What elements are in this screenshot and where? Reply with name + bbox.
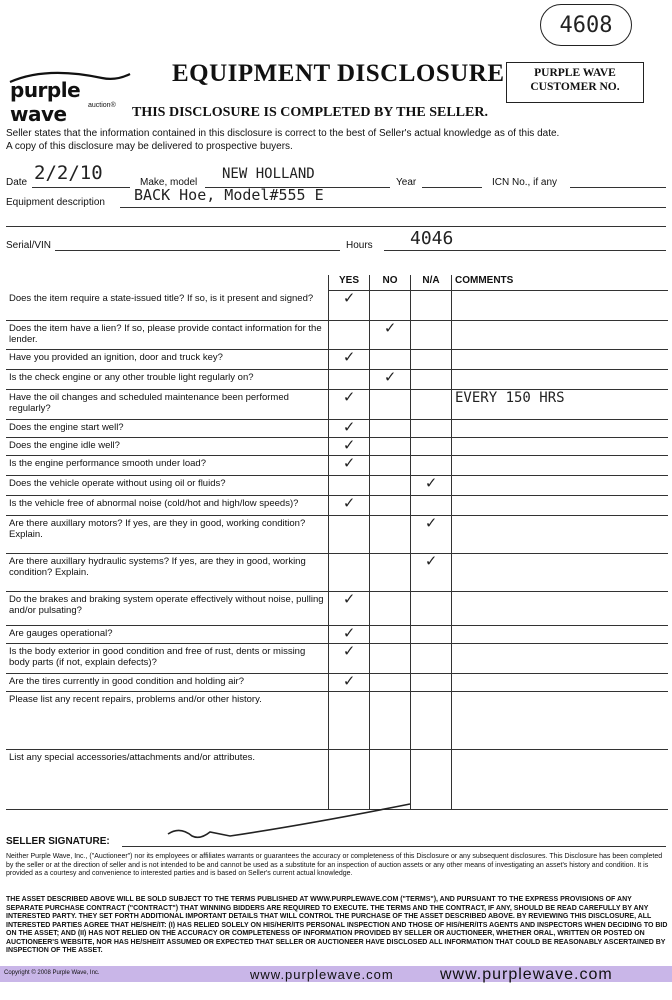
col-yes: YES: [329, 275, 370, 291]
comment-cell[interactable]: [452, 350, 669, 370]
answer-no-cell[interactable]: [370, 592, 411, 626]
answer-no-cell[interactable]: [370, 496, 411, 516]
comment-cell[interactable]: [452, 674, 669, 692]
answer-na-cell[interactable]: [411, 644, 452, 674]
answer-yes-cell[interactable]: [329, 321, 370, 350]
answer-na-cell[interactable]: [411, 291, 452, 321]
customer-box-line2: CUSTOMER NO.: [530, 81, 620, 93]
question-text: Is the engine performance smooth under load?: [6, 456, 329, 476]
question-text: Do the brakes and braking system operate effectively without noise, pulling and/or pulsating?: [6, 592, 329, 626]
answer-na-cell[interactable]: [411, 473, 452, 496]
question-text: Are there auxillary hydraulic systems? If yes, are they in good, working condition? Explain.: [6, 554, 329, 592]
logo-text: purple wave: [10, 78, 81, 126]
customer-number-box: [506, 62, 644, 103]
question-row: [6, 674, 668, 692]
answer-no-cell[interactable]: [370, 367, 411, 390]
question-row: [6, 516, 668, 554]
purple-wave-logo: [6, 70, 134, 126]
check-mark-icon: ✓: [343, 589, 355, 609]
answer-na-cell[interactable]: [411, 390, 452, 420]
answer-na-cell[interactable]: [411, 551, 452, 592]
equipment-description-label: Equipment description: [6, 197, 105, 208]
question-text: Are the tires currently in good condition and holding air?: [6, 674, 329, 692]
make-model-value[interactable]: NEW HOLLAND: [222, 166, 315, 182]
question-text: Please list any recent repairs, problems and/or other history.: [6, 692, 329, 750]
question-text: Are there auxillary motors? If yes, are they in good, working condition? Explain.: [6, 516, 329, 554]
answer-yes-cell[interactable]: [329, 493, 370, 516]
check-mark-icon: ✓: [384, 367, 396, 387]
answer-no-cell[interactable]: [370, 420, 411, 438]
comment-cell[interactable]: [452, 438, 669, 456]
answer-no-cell[interactable]: [370, 318, 411, 350]
question-text: List any special accessories/attachments and/or attributes.: [6, 750, 329, 810]
comment-cell[interactable]: [452, 626, 669, 644]
question-text: Does the engine start well?: [6, 420, 329, 438]
disclaimer-paragraph: Neither Purple Wave, Inc., ("Auctioneer") nor its employees or affiliates warrants or guarantees the accuracy or completeness of this Disclosure or any subsequent disclosures. This Disclosure has been completed by the seller or at the direction of seller and is not intended to be and cannot be used as a substitute for an inspection of auction assets or any other means of investigating an asset's history and condition. It is provided as a courtesy and convenience to interested parties and is based on Seller's current actual knowledge.: [6, 853, 663, 877]
comment-cell[interactable]: [452, 291, 669, 321]
answer-na-cell[interactable]: [411, 321, 452, 350]
equipment-description-value[interactable]: BACK Hoe, Model#555 E: [134, 186, 324, 204]
question-row: [6, 692, 668, 750]
comment-cell[interactable]: EVERY 150 HRS: [452, 390, 669, 420]
col-no: NO: [370, 275, 411, 291]
answer-no-cell[interactable]: [370, 692, 411, 750]
answer-yes-cell[interactable]: [329, 641, 370, 674]
footer-copyright: Copyright © 2008 Purple Wave, Inc.: [4, 970, 100, 976]
answer-na-cell[interactable]: [411, 350, 452, 370]
question-text: Is the vehicle free of abnormal noise (cold/hot and high/low speeds)?: [6, 496, 329, 516]
answer-na-cell[interactable]: [411, 674, 452, 692]
comment-cell[interactable]: [452, 554, 669, 592]
question-row: [6, 554, 668, 592]
question-row: [6, 626, 668, 644]
answer-na-cell[interactable]: [411, 438, 452, 456]
hours-value[interactable]: 4046: [410, 228, 454, 249]
date-value[interactable]: 2/2/10: [34, 162, 103, 184]
question-row: [6, 592, 668, 626]
seller-signature-label: SELLER SIGNATURE:: [6, 836, 110, 847]
answer-no-cell[interactable]: [370, 516, 411, 554]
question-text: Does the engine idle well?: [6, 438, 329, 456]
answer-no-cell[interactable]: [370, 456, 411, 476]
question-row: [6, 438, 668, 456]
serial-vin-label: Serial/VIN: [6, 240, 52, 251]
check-mark-icon: ✓: [384, 318, 396, 338]
comment-cell[interactable]: [452, 420, 669, 438]
answer-yes-cell[interactable]: [329, 589, 370, 626]
question-row: [6, 321, 668, 350]
answer-no-cell[interactable]: [370, 554, 411, 592]
question-text: Have the oil changes and scheduled maintenance been performed regularly?: [6, 390, 329, 420]
check-mark-icon: ✓: [425, 473, 437, 493]
icn-label: ICN No., if any: [492, 177, 558, 188]
answer-no-cell[interactable]: [370, 390, 411, 420]
answer-yes-cell[interactable]: [329, 554, 370, 592]
comment-cell[interactable]: [452, 516, 669, 554]
check-mark-icon: ✓: [343, 493, 355, 513]
question-row: [6, 476, 668, 496]
col-na: N/A: [411, 275, 452, 291]
question-text: Is the check engine or any other trouble light regularly on?: [6, 370, 329, 390]
comment-cell[interactable]: [452, 592, 669, 626]
year-label: Year: [396, 177, 417, 188]
disclosure-questions-table: [6, 275, 668, 810]
comment-cell[interactable]: [452, 321, 669, 350]
hours-label: Hours: [346, 240, 373, 251]
answer-yes-cell[interactable]: [329, 347, 370, 370]
intro-line-1: Seller states that the information contained in this disclosure is correct to the best of Seller's actual knowledge as of this date.: [6, 128, 560, 139]
question-text: Is the body exterior in good condition and free of rust, dents or missing body parts (if not, explain defects)?: [6, 644, 329, 674]
check-mark-icon: ✓: [343, 435, 355, 455]
logo-subtext: auction®: [88, 102, 116, 109]
answer-no-cell[interactable]: [370, 291, 411, 321]
customer-box-line1: PURPLE WAVE: [534, 67, 616, 79]
seller-signature-icon: [160, 800, 420, 850]
question-text: Have you provided an ignition, door and truck key?: [6, 350, 329, 370]
footer-url-center[interactable]: www.purplewave.com: [250, 967, 394, 982]
question-row: [6, 496, 668, 516]
question-row: [6, 390, 668, 420]
answer-yes-cell[interactable]: [329, 692, 370, 750]
question-text: Does the item have a lien? If so, please provide contact information for the lender.: [6, 321, 329, 350]
check-mark-icon: ✓: [343, 453, 355, 473]
answer-na-cell[interactable]: [411, 420, 452, 438]
check-mark-icon: ✓: [425, 513, 437, 533]
answer-na-cell[interactable]: [411, 513, 452, 554]
stamp-number: 4608: [540, 4, 632, 46]
question-row: [6, 420, 668, 438]
question-row: [6, 644, 668, 674]
answer-yes-cell[interactable]: [329, 516, 370, 554]
comment-cell[interactable]: [452, 692, 669, 750]
answer-na-cell[interactable]: [411, 626, 452, 644]
answer-no-cell[interactable]: [370, 644, 411, 674]
comment-cell[interactable]: [452, 644, 669, 674]
answer-na-cell[interactable]: [411, 370, 452, 390]
answer-yes-cell[interactable]: [329, 288, 370, 321]
page-title: EQUIPMENT DISCLOSURE: [172, 60, 505, 87]
answer-no-cell[interactable]: [370, 674, 411, 692]
answer-yes-cell[interactable]: [329, 387, 370, 420]
comment-cell[interactable]: [452, 496, 669, 516]
question-row: [6, 456, 668, 476]
answer-no-cell[interactable]: [370, 476, 411, 496]
check-mark-icon: ✓: [343, 347, 355, 367]
terms-paragraph: THE ASSET DESCRIBED ABOVE WILL BE SOLD SUBJECT TO THE TERMS PUBLISHED AT WWW.PURPLEWAVE.COM ("TERMS"), AND PURSUANT TO THE EXPRESS PROVISIONS OF ANY SEPARATE PURCHASE CONTRACT ("CONTRACT") THAT WINNING BIDDERS ARE REQUIRED TO EXECUTE. THE TERMS AND THE CONTRACT, IF ANY, SHOULD BE READ CAREFULLY BY ANY INTERESTED PARTY. THEY SET FORTH ADDITIONAL IMPORTANT DETAILS THAT WILL CONTROL THE PURCHASE OF THE ASSET DESCRIBED ABOVE. BY REVIEWING THIS DISCLOSURE, ALL INTERESTED PARTIES AGREE THAT HE/SHE/IT: (I) HAS RELIED SOLELY ON HIS/HER/ITS PERSONAL INSPECTION AND THOSE OF HIS/HER/ITS AGENTS AND INSPECTORS WHEN DECIDING TO BID ON THE ASSET; AND (II) HAS NOT RELIED ON THE ACCURACY OR COMPLETENESS OF INFORMATION PROVIDED BY SELLER OR AUCTIONEER, WHETHER ORAL, WRITTEN OR POSTED ON AUCTIONEER'S WEBSITE, NOR HAS HE/SHE/IT ASSUMED OR EXPECTED THAT SELLER OR AUCTIONEER HAVE DISCLOSED ALL INFORMATION THAT COULD BE REASONABLY ASCERTAINED BY INSPECTION OF THE ASSET.: [6, 896, 668, 954]
answer-yes-cell[interactable]: [329, 453, 370, 476]
check-mark-icon: ✓: [425, 551, 437, 571]
make-model-label: Make, model: [140, 177, 198, 188]
question-row: [6, 350, 668, 370]
answer-no-cell[interactable]: [370, 626, 411, 644]
comment-cell[interactable]: [452, 370, 669, 390]
question-text: Are gauges operational?: [6, 626, 329, 644]
question-text: Does the item require a state-issued title? If so, is it present and signed?: [6, 291, 329, 321]
date-label: Date: [6, 177, 28, 188]
answer-na-cell[interactable]: [411, 592, 452, 626]
check-mark-icon: ✓: [343, 387, 355, 407]
comment-cell[interactable]: [452, 476, 669, 496]
check-mark-icon: ✓: [343, 288, 355, 308]
question-text: Does the vehicle operate without using oil or fluids?: [6, 476, 329, 496]
intro-line-2: A copy of this disclosure may be delivered to prospective buyers.: [6, 141, 293, 152]
check-mark-icon: ✓: [343, 641, 355, 661]
check-mark-icon: ✓: [343, 417, 355, 437]
footer-url-right[interactable]: www.purplewave.com: [440, 966, 613, 983]
answer-na-cell[interactable]: [411, 692, 452, 750]
comment-cell[interactable]: [452, 750, 669, 810]
check-mark-icon: ✓: [343, 623, 355, 643]
check-mark-icon: ✓: [343, 671, 355, 691]
answer-no-cell[interactable]: [370, 438, 411, 456]
col-comments: COMMENTS: [452, 275, 669, 291]
question-row: [6, 291, 668, 321]
answer-yes-cell[interactable]: [329, 671, 370, 692]
comment-cell[interactable]: [452, 456, 669, 476]
question-row: [6, 370, 668, 390]
page-subtitle: THIS DISCLOSURE IS COMPLETED BY THE SELLER.: [132, 105, 488, 120]
